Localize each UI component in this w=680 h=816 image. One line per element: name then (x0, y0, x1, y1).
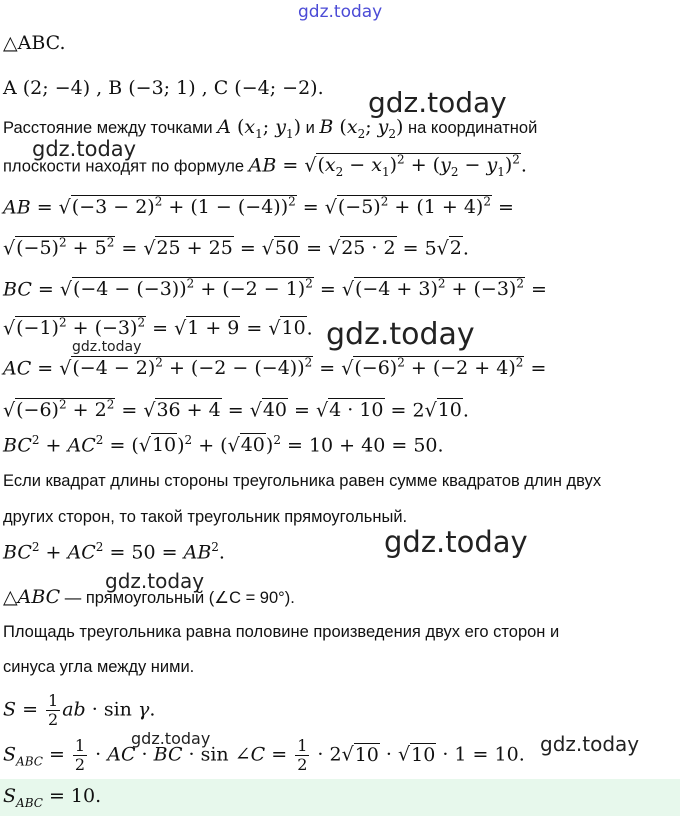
distance-text-part: и (301, 119, 320, 137)
watermark: gdz.today (326, 317, 475, 352)
area-text-line-2: синуса угла между ними. (3, 658, 195, 676)
watermark: gdz.today (540, 732, 640, 756)
rule-text-line-1: Если квадрат длины стороны треугольника равен сумме квадратов длин двух (3, 472, 602, 490)
watermark: gdz.today (298, 2, 383, 22)
right-triangle-statement (3, 586, 295, 608)
distance-text-part: на координатной (403, 119, 538, 137)
watermark: gdz.today (72, 339, 142, 355)
area-formula: S = $\frac{1}{2}$ ab · sin γ. (3, 691, 156, 729)
watermark: gdz.today (105, 569, 205, 593)
triangle-label: △ABC. (3, 32, 66, 54)
ab-calculation-1: AB = $√(-3 - 2)^2 + (1 - (-4))^2 = √(-5)^2 + (1 + 4)^2$ = (3, 195, 514, 219)
ac-calculation-1: AC = $√(-4 - 2)^2 + (-2 - (-4))^2 = √(-6)^2 + (-2 + 4)^2$ = (3, 356, 547, 380)
bc-calculation-1: BC = $√(-4 - (-3))^2 + (-2 - 1)^2 = √(-4 + 3)^2 + (-3)^2$ = (3, 277, 547, 301)
point-b-formula: B ($x_2$; $y_2$) (319, 116, 404, 141)
ab-calculation-2: $√(-5)^2 + 5^2 = √25 + 25 = √50 = √25 \cdot 2 = 5√2$. (3, 236, 469, 260)
area-text-line-1: Площадь треугольника равна половине произведения двух его сторон и (3, 623, 560, 641)
answer-text: $S_{ABC} = 10$. (3, 785, 102, 810)
distance-text-part: Расстояние между точками (3, 119, 218, 137)
pythagoras-result: $BC^2 + AC^2 = 50 = AB^2$. (3, 540, 225, 564)
answer-box (0, 779, 680, 816)
watermark: gdz.today (131, 729, 211, 748)
distance-text-part: плоскости находят по формуле (3, 157, 249, 176)
watermark: gdz.today (32, 137, 137, 161)
rule-text-line-2: других сторон, то такой треугольник прямоугольный. (3, 508, 408, 526)
watermark: gdz.today (368, 86, 507, 119)
distance-text-line-2 (3, 153, 527, 179)
distance-text-line-1 (3, 116, 537, 141)
bc-calculation-2: $√(-1)^2 + (-3)^2 = √1 + 9 = √10$. (3, 316, 313, 340)
points-coordinates: A (2; −4) , B (−3; 1) , C (−4; −2). (3, 77, 324, 99)
ac-calculation-2: $√(-6)^2 + 2^2 = √36 + 4 = √40 = √4 \cdot 10 = 2√10$. (3, 398, 469, 422)
pythagoras-check: $BC^2 + AC^2 = (√10)^2 + (√40)^2 = 10 + 40 = 50$. (3, 433, 444, 457)
point-a-formula: A ($x_1$; $y_1$) (217, 116, 302, 141)
distance-formula: AB = $√(x_2 - x_1)^2 + (y_2 - y_1)^2$. (248, 153, 527, 180)
answer-value: = 10. (48, 785, 102, 807)
right-triangle-text: — прямоугольный (∠C = 90°). (60, 589, 295, 607)
watermark: gdz.today (384, 525, 528, 559)
triangle-symbol: △ABC (3, 586, 61, 608)
area-calculation: $S_{ABC}$ = $\frac{1}{2}$ · AC · BC · sin ∠C = $\frac{1}{2}$ · 2√10 · √10 · 1 = 10. (3, 736, 525, 774)
